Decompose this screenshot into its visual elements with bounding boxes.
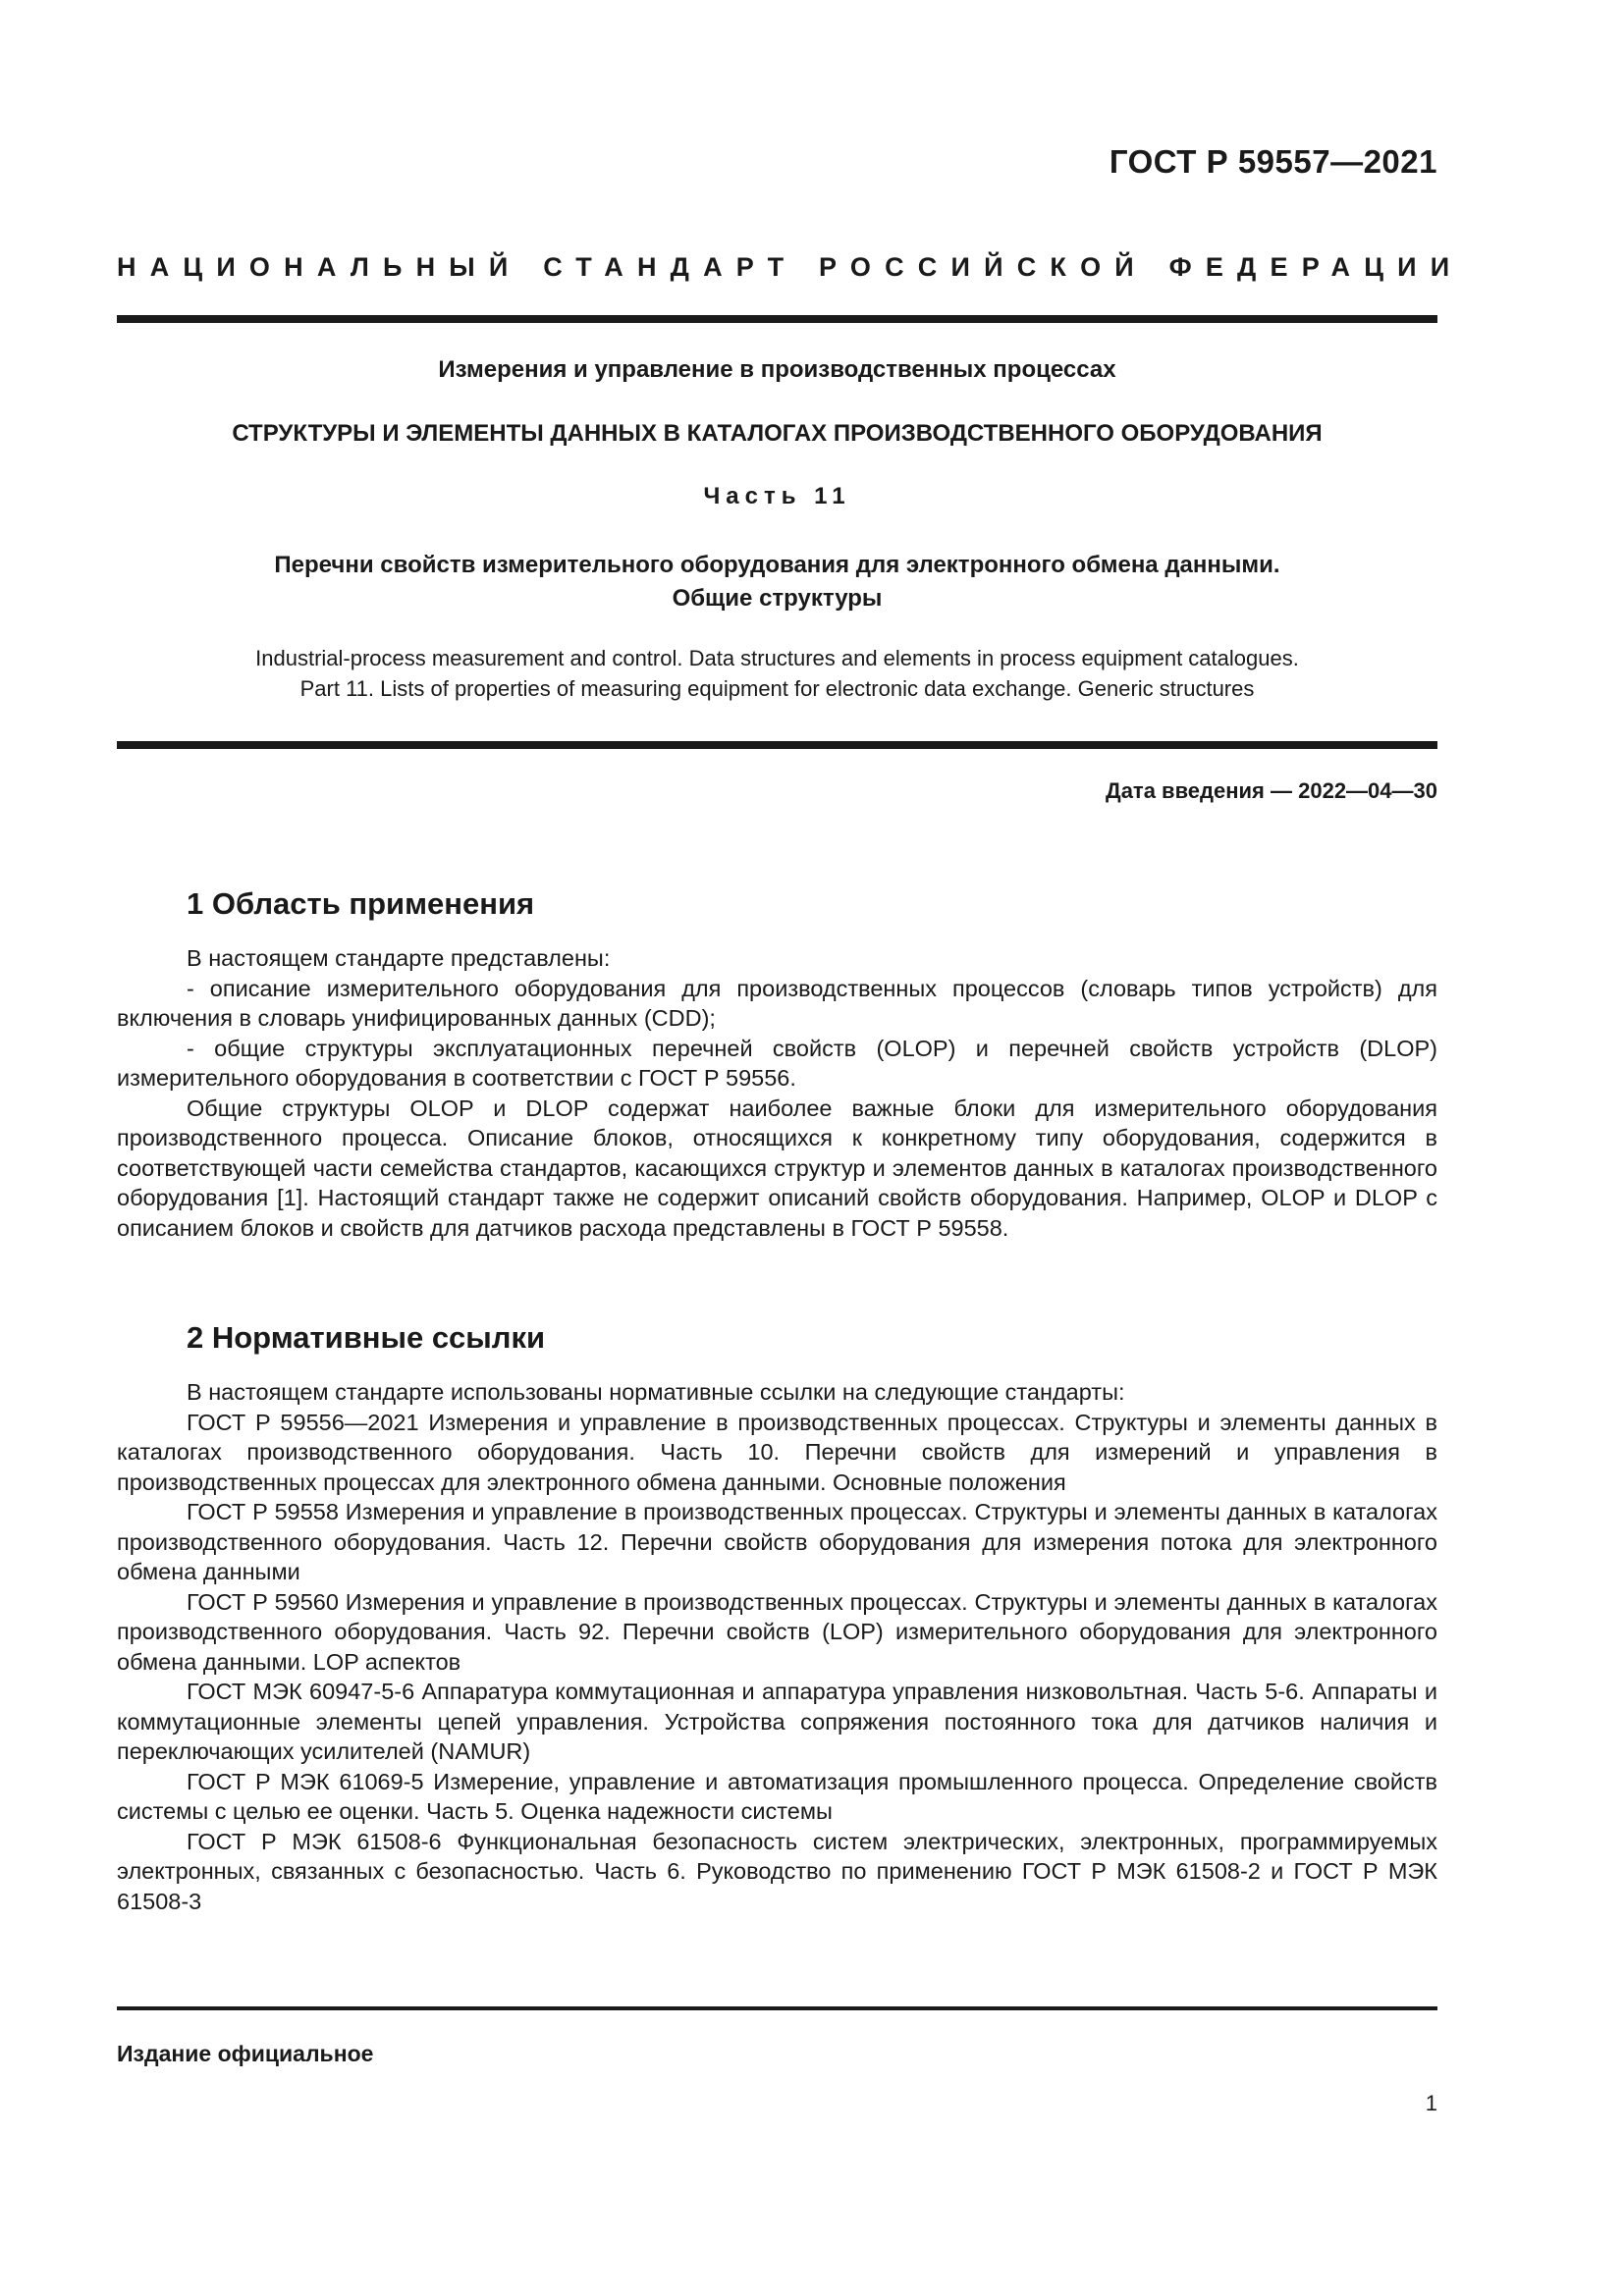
reference-entry: ГОСТ Р 59556—2021 Измерения и управление в производственных процессах. Структуры и элементы данных в каталогах производственного оборудования. Часть 10. Перечни свойств для измерений и управления в производственных процессах для электронного обмена данными. Основные положения [117, 1409, 1437, 1495]
standard-subject: Измерения и управление в производственных процессах [438, 356, 1116, 383]
reference-entry: ГОСТ МЭК 60947-5-6 Аппаратура коммутационная и аппаратура управления низковольтная. Часть 5-6. Аппараты и коммутационные элементы цепей управления. Устройства сопряжения постоянного тока для датчиков наличия и переключающих усилителей (NAMUR) [117, 1679, 1437, 1764]
document-number: ГОСТ Р 59557—2021 [1109, 143, 1437, 180]
english-title [117, 643, 1437, 704]
document-page [117, 0, 1464, 2296]
paragraph: В настоящем стандарте представлены: [187, 945, 611, 971]
national-standard-title: НАЦИОНАЛЬНЫЙ СТАНДАРТ РОССИЙСКОЙ ФЕДЕРАЦИИ [117, 252, 1464, 282]
reference-entry: ГОСТ Р МЭК 61069-5 Измерение, управление и автоматизация промышленного процесса. Определение свойств системы с целью ее оценки. Часть 5. Оценка надежности системы [117, 1768, 1437, 1824]
section-heading: 1 Область применения [187, 886, 535, 921]
section-scope [117, 886, 1437, 1243]
paragraph: - общие структуры эксплуатационных перечней свойств (OLOP) и перечней свойств устройств (DLOP) измерительного оборудования в соответствии с ГОСТ Р 59556. [117, 1035, 1437, 1091]
paragraph: В настоящем стандарте использованы нормативные ссылки на следующие стандарты: [187, 1379, 1125, 1405]
reference-entry: ГОСТ Р 59560 Измерения и управление в производственных процессах. Структуры и элементы данных в каталогах производственного оборудования. Часть 92. Перечни свойств (LOP) измерительного оборудования для электронного обмена данными. LOP аспектов [117, 1588, 1437, 1675]
section-heading: 2 Нормативные ссылки [187, 1320, 546, 1355]
part-title-line-2: Общие структуры [672, 585, 883, 612]
top-divider [117, 315, 1437, 323]
reference-entry: ГОСТ Р 59558 Измерения и управление в производственных процессах. Структуры и элементы данных в каталогах производственного оборудования. Часть 12. Перечни свойств оборудования для измерения потока для электронного обмена данными [117, 1499, 1437, 1584]
standard-part: Часть 11 [703, 483, 851, 509]
title-divider [117, 741, 1437, 749]
english-title-line-1: Industrial-process measurement and control. Data structures and elements in process equipment catalogues. [255, 646, 1299, 670]
introduction-date: Дата введения — 2022—04—30 [1106, 778, 1437, 803]
reference-entry: ГОСТ Р МЭК 61508-6 Функциональная безопасность систем электрических, электронных, программируемых электронных, связанных с безопасностью. Часть 6. Руководство по применению ГОСТ Р МЭК 61508-2 и ГОСТ Р МЭК 61508-3 [117, 1828, 1437, 1914]
paragraph: Общие структуры OLOP и DLOP содержат наиболее важные блоки для измерительного оборудования производственного процесса. Описание блоков, относящихся к конкретному типу оборудования, содержится в соответствующей части семейства стандартов, касающихся структур и элементов данных в каталогах производственного оборудования [1]. Настоящий стандарт также не содержит описаний свойств оборудования. Например, OLOP и DLOP с описанием блоков и свойств для датчиков расхода представлены в ГОСТ Р 59558. [117, 1095, 1437, 1241]
section-normative-references [117, 1320, 1437, 1916]
official-publication-label: Издание официальное [117, 2041, 374, 2066]
standard-main-title: СТРУКТУРЫ И ЭЛЕМЕНТЫ ДАННЫХ В КАТАЛОГАХ ПРОИЗВОДСТВЕННОГО ОБОРУДОВАНИЯ [232, 420, 1323, 447]
paragraph: - описание измерительного оборудования для производственных процессов (словарь типов устройств) для включения в словарь унифицированных данных (CDD); [117, 975, 1437, 1031]
footer-divider [117, 2006, 1437, 2010]
standard-part-title [117, 549, 1437, 615]
part-title-line-1: Перечни свойств измерительного оборудования для электронного обмена данными. [274, 552, 1280, 578]
page-number: 1 [1425, 2091, 1437, 2115]
english-title-line-2: Part 11. Lists of properties of measuring equipment for electronic data exchange. Generic structures [299, 676, 1255, 701]
